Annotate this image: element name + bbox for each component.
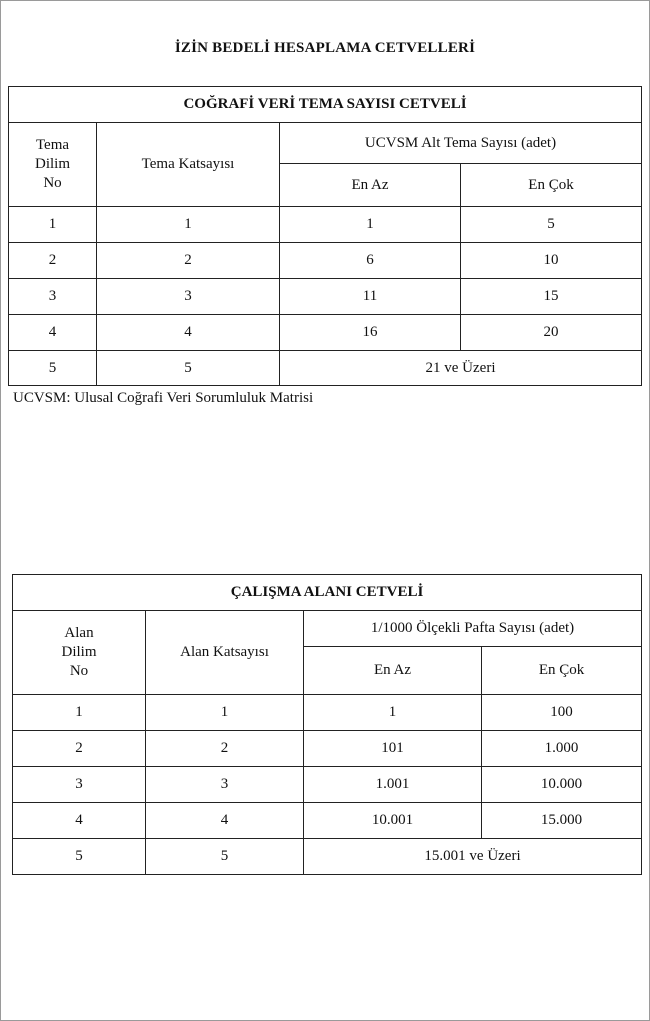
tema-sayisi-table [8, 86, 642, 386]
cell-katsayi: 2 [97, 243, 280, 279]
cell-max: 10 [461, 243, 642, 279]
col-header-katsayi: Tema Katsayısı [97, 123, 280, 207]
cell-katsayi: 1 [146, 695, 304, 731]
cell-dilim: 5 [9, 351, 97, 386]
table-row [13, 839, 642, 875]
header-line: Dilim [34, 156, 70, 172]
col-header-group: 1/1000 Ölçekli Pafta Sayısı (adet) [304, 611, 642, 647]
cell-max: 15 [461, 279, 642, 315]
cell-max: 20 [461, 315, 642, 351]
cell-dilim: 4 [9, 315, 97, 351]
cell-range: 21 ve Üzeri [280, 351, 642, 386]
cell-min: 1.001 [304, 767, 482, 803]
cell-min: 1 [304, 695, 482, 731]
table-title: ÇALIŞMA ALANI CETVELİ [13, 575, 642, 611]
page-title: İZİN BEDELİ HESAPLAMA CETVELLERİ [174, 40, 476, 56]
col-header-min: En Az [280, 164, 461, 207]
col-header-katsayi: Alan Katsayısı [146, 611, 304, 695]
cell-katsayi: 5 [97, 351, 280, 386]
cell-min: 1 [280, 207, 461, 243]
table-row [13, 731, 642, 767]
cell-katsayi: 1 [97, 207, 280, 243]
cell-dilim: 2 [13, 731, 146, 767]
cell-max: 100 [482, 695, 642, 731]
cell-max: 10.000 [482, 767, 642, 803]
cell-katsayi: 4 [146, 803, 304, 839]
col-header-dilim [9, 123, 97, 207]
cell-katsayi: 4 [97, 315, 280, 351]
calisma-alani-table [12, 574, 642, 875]
cell-range: 15.001 ve Üzeri [304, 839, 642, 875]
table-row [9, 207, 642, 243]
table-row [13, 767, 642, 803]
header-line: No [69, 663, 89, 679]
cell-min: 101 [304, 731, 482, 767]
cell-dilim: 4 [13, 803, 146, 839]
cell-katsayi: 5 [146, 839, 304, 875]
cell-dilim: 3 [13, 767, 146, 803]
col-header-dilim [13, 611, 146, 695]
cell-max: 1.000 [482, 731, 642, 767]
table-row [9, 351, 642, 386]
footnote: UCVSM: Ulusal Coğrafi Veri Sorumluluk Matrisi [13, 390, 314, 406]
col-header-max: En Çok [482, 647, 642, 695]
header-line: No [43, 175, 62, 191]
header-line: Tema [35, 137, 70, 153]
cell-dilim: 2 [9, 243, 97, 279]
col-header-min: En Az [304, 647, 482, 695]
cell-min: 16 [280, 315, 461, 351]
col-header-group: UCVSM Alt Tema Sayısı (adet) [280, 123, 642, 164]
col-header-max: En Çok [461, 164, 642, 207]
table-row [13, 803, 642, 839]
cell-dilim: 5 [13, 839, 146, 875]
cell-max: 5 [461, 207, 642, 243]
cell-katsayi: 3 [97, 279, 280, 315]
cell-min: 10.001 [304, 803, 482, 839]
header-line: Alan [64, 625, 94, 641]
cell-min: 11 [280, 279, 461, 315]
table-title: COĞRAFİ VERİ TEMA SAYISI CETVELİ [9, 87, 642, 123]
table-row [9, 243, 642, 279]
cell-max: 15.000 [482, 803, 642, 839]
table-row [9, 315, 642, 351]
cell-katsayi: 3 [146, 767, 304, 803]
table-row [9, 279, 642, 315]
cell-katsayi: 2 [146, 731, 304, 767]
cell-dilim: 1 [13, 695, 146, 731]
cell-dilim: 1 [9, 207, 97, 243]
header-line: Dilim [61, 644, 97, 660]
cell-min: 6 [280, 243, 461, 279]
table-row [13, 695, 642, 731]
cell-dilim: 3 [9, 279, 97, 315]
